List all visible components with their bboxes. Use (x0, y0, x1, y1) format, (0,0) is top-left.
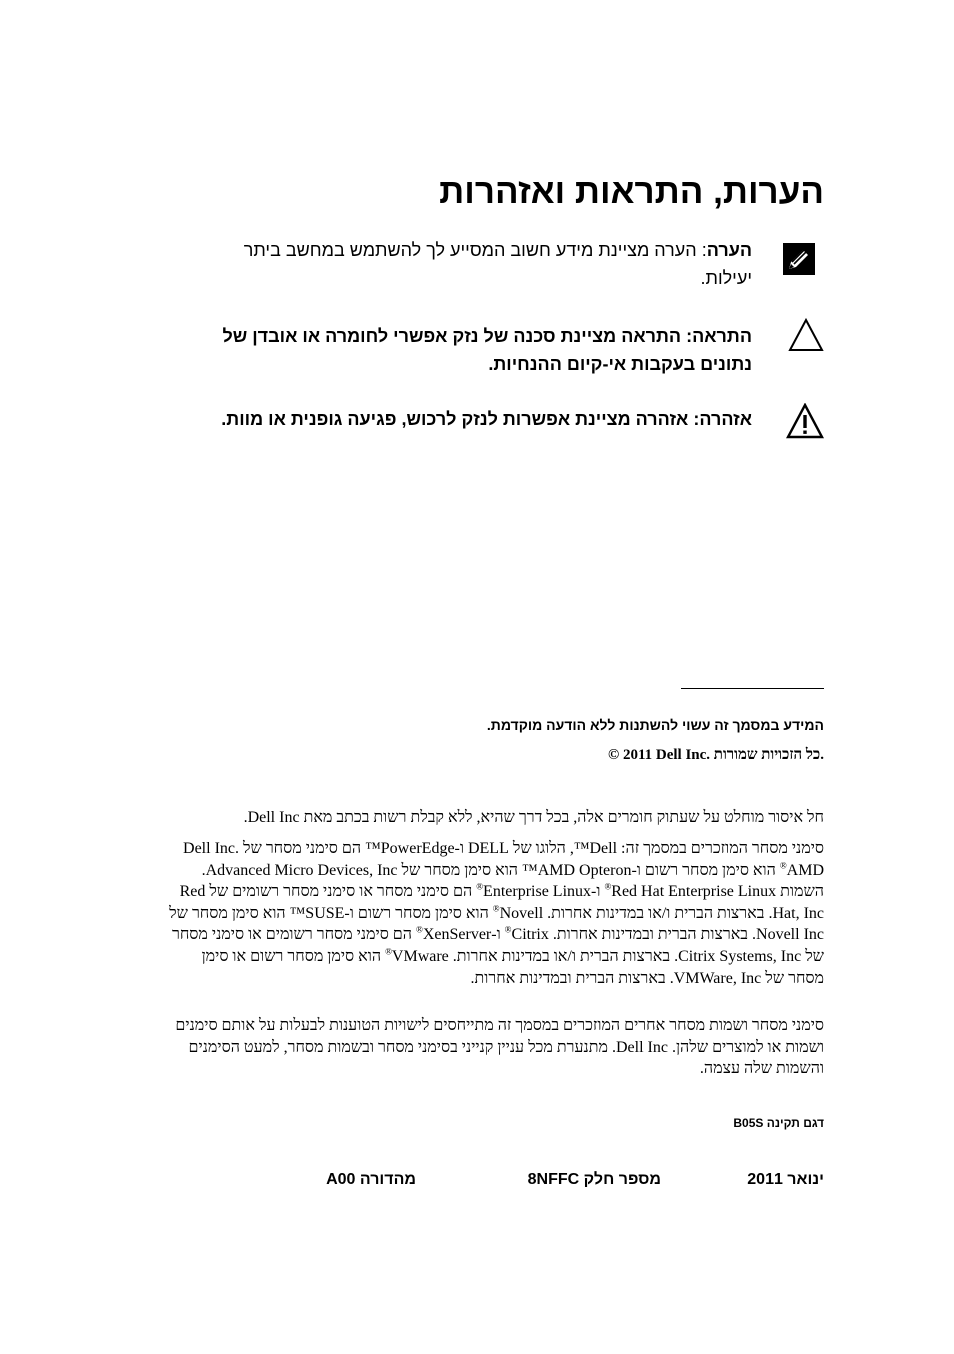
trademarks-paragraph (164, 838, 824, 989)
warning-separator: : (688, 409, 700, 429)
caution-triangle-icon (788, 318, 824, 354)
warning-label: אזהרה (699, 409, 752, 429)
trademarks-text-7: הם סימני מסחר רשומים או סימני מסחר של Citrix Systems, Inc. בארצות הברית ו/או במדינות אחרות. VMware (171, 926, 824, 965)
registered-mark: ® (415, 925, 423, 936)
registered-mark: ® (492, 903, 500, 914)
reproduction-notice: חל איסור מוחלט על שעתוק חומרים אלה, בכל דרך שהיא, ללא קבלת רשות בכתב מאת Dell Inc. (243, 809, 824, 826)
trademarks-text-8: הוא סימן מסחר רשום או סימן מסחר של VMWare, Inc. בארצות הברית ובמדינות אחרות. (201, 947, 824, 987)
caution-separator: : (681, 326, 693, 346)
note-body: הערה מציינת מידע חשוב המסייע לך להשתמש במחשב ביתר יעילות. (243, 240, 752, 288)
caution-body: התראה מציינת סכנה של נזק אפשרי לחומרה או אובדן של נתונים בעקבות אי-קיום ההנחיות. (222, 326, 752, 374)
warning-triangle-icon (786, 403, 822, 439)
trademarks-text-3: ו-Enterprise Linux (483, 883, 605, 901)
trademarks-text-6: ו-XenServer (422, 926, 505, 944)
change-notice: המידע במסמך זה עשוי להשתנות ללא הודעה מוקדמת. (486, 717, 824, 733)
registered-mark: ® (476, 881, 484, 892)
registered-mark: ® (504, 925, 512, 936)
registered-mark: ® (779, 860, 787, 871)
caution-label: התראה (692, 326, 752, 346)
part-number: מספר חלק 8NFFC (527, 1171, 661, 1188)
trademarks-text-2: הוא סימן מסחר רשום ו-AMD Opteron™ הוא סימן מסחר של Advanced Micro Devices, Inc. השמות Red Hat Enterprise Linux (201, 861, 824, 901)
warning-notice (192, 405, 752, 433)
registered-mark: ® (604, 881, 612, 892)
note-notice (192, 236, 752, 292)
trademarks-text-4: הם סימני מסחר או סימני מסחר רשומים של Red Hat, Inc. בארצות הברית ו/או במדינות אחרות. Novell (179, 883, 824, 922)
page-title: הערות, התראות ואזהרות (439, 172, 824, 211)
revision: מהדורה A00 (326, 1171, 416, 1188)
trademarks-text-5: הוא סימן מסחר רשום ו-SUSE™ הוא סימן מסחר של Novell Inc. בארצות הברית ובמדינות אחרות. Citrix (169, 904, 824, 944)
caution-notice (192, 322, 752, 378)
copyright: © 2011 Dell Inc. כל הזכויות שמורות. (608, 747, 824, 763)
trademarks-text-1: סימני מסחר המוזכרים במסמך זה: Dell™, הלוגו של DELL ו-PowerEdge™ הם סימני מסחר של Dell Inc. AMD (183, 840, 824, 879)
registered-mark: ® (385, 946, 392, 957)
regulatory-model: דגם תקינה B05S (733, 1116, 824, 1130)
other-trademarks-paragraph: סימני מסחר ושמות מסחר אחרים המוזכרים במסמך זה מתייחסים לישויות הטוענות לבעלות על אותם סימנים ושמות או למוצרים שלהן. Dell Inc. מתנערת מכל עניין קנייני בסימני מסחר ובשמות מסחר, למעט הסימנים והשמות שלה עצמה. (175, 1017, 824, 1078)
note-separator: : (696, 240, 707, 260)
warning-body: אזהרה מציינת אפשרות לנזק לרכוש, פגיעה גופנית או מוות. (221, 409, 689, 429)
publication-date: ינואר 2011 (747, 1171, 824, 1188)
note-label: הערה (706, 240, 752, 260)
pencil-note-icon (783, 243, 819, 279)
divider (681, 688, 824, 689)
